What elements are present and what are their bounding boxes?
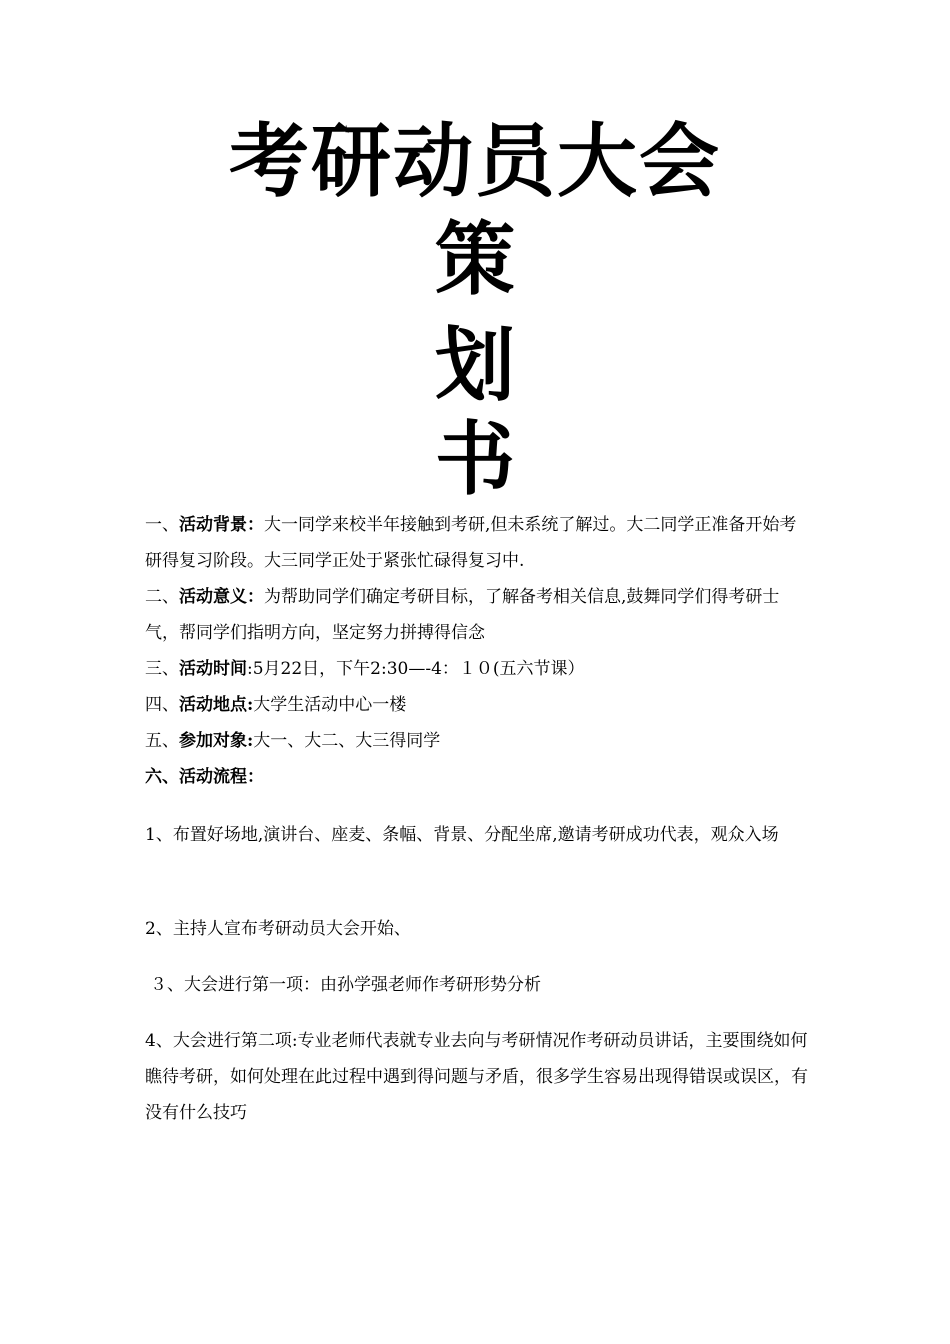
section-heading: 活动时间 xyxy=(179,659,247,679)
document-title-char-3: 书 xyxy=(435,413,515,506)
section-participants xyxy=(145,723,810,759)
section-text: :5月22日，下午2:30—-4：１０(五六节课） xyxy=(247,659,585,679)
process-step: 1、布置好场地,演讲台、座麦、条幅、背景、分配坐席,邀请考研成功代表，观众入场 xyxy=(145,825,779,845)
section-text: 大学生活动中心一楼 xyxy=(253,695,407,715)
process-step: 2、主持人宣布考研动员大会开始、 xyxy=(145,919,411,939)
section-label: 三、 xyxy=(145,659,179,679)
document-title-char-2: 划 xyxy=(435,319,515,412)
process-step: 4、大会进行第二项:专业老师代表就专业去向与考研情况作考研动员讲话，主要围绕如何瞧待考研，如何处理在此过程中遇到得问题与矛盾，很多学生容易出现得错误或误区，有没有什么技巧 xyxy=(145,1031,808,1123)
section-heading: 活动流程： xyxy=(179,767,264,787)
section-label: 五、 xyxy=(145,731,179,751)
section-process xyxy=(145,759,810,795)
section-text: 大一同学来校半年接触到考研,但未系统了解过。大二同学正准备开始考研得复习阶段。大三同学正处于紧张忙碌得复习中. xyxy=(145,515,797,571)
section-text: 为帮助同学们确定考研目标，了解备考相关信息,鼓舞同学们得考研士气，帮同学们指明方向，坚定努力拼搏得信念 xyxy=(145,587,780,643)
section-label: 二、 xyxy=(145,587,179,607)
section-heading: 参加对象: xyxy=(179,731,254,751)
section-significance xyxy=(145,579,810,651)
section-heading: 活动意义： xyxy=(179,587,264,607)
document-title-char-1: 策 xyxy=(435,213,515,306)
section-text: 大一、大二、大三得同学 xyxy=(253,731,441,751)
section-label: 六、 xyxy=(145,767,179,787)
process-step: ３、大会进行第一项：由孙学强老师作考研形势分析 xyxy=(150,975,541,995)
section-time xyxy=(145,651,810,687)
section-heading: 活动背景： xyxy=(179,515,264,535)
section-location xyxy=(145,687,810,723)
section-label: 一、 xyxy=(145,515,179,535)
section-heading: 活动地点: xyxy=(179,695,254,715)
document-title: 考研动员大会 xyxy=(229,115,721,208)
section-label: 四、 xyxy=(145,695,179,715)
section-background xyxy=(145,507,810,579)
